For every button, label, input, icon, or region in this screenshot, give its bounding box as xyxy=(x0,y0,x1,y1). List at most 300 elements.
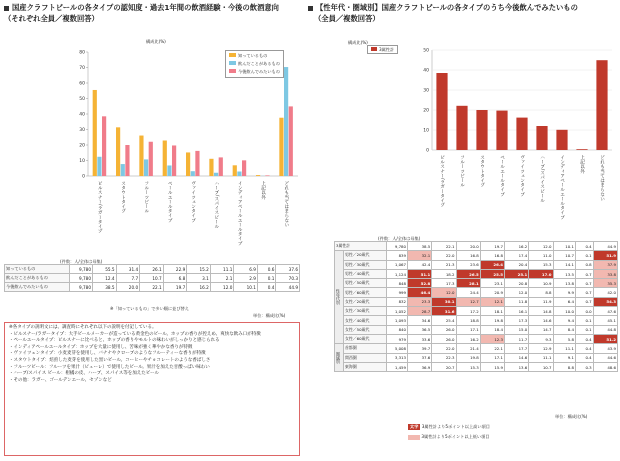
table-cell: 13.5 xyxy=(553,269,575,278)
table-cell: 0.7 xyxy=(575,269,593,278)
table-cell: 17.2 xyxy=(456,307,480,316)
table-cell: 26.1 xyxy=(140,265,164,274)
bar xyxy=(516,118,527,150)
legend-low-note: 3属性計より5ポイント以上低い項目 xyxy=(408,434,490,440)
row-label: 女性／50歳代 xyxy=(344,325,387,334)
row-count: 1,093 xyxy=(387,316,408,325)
table-cell: 38.5 xyxy=(93,283,117,292)
table-cell: 0.1 xyxy=(575,316,593,325)
table-cell: 20.8 xyxy=(505,279,529,288)
table-cell: 2.1 xyxy=(210,274,234,283)
row-label: 女性／20歳代 xyxy=(344,297,387,306)
table-row xyxy=(335,362,618,371)
row-count: 9,780 xyxy=(70,265,93,274)
y-tick-label: 20 xyxy=(423,108,429,114)
bar xyxy=(93,90,97,176)
right-title: 【性年代・圏域別】国産クラフトビールの各タイプのうち今後飲んでみたいもの xyxy=(308,3,578,13)
row-label: 関西圏 xyxy=(344,353,387,362)
table-cell: 7.7 xyxy=(116,274,140,283)
table-cell: 0.3 xyxy=(575,362,593,371)
bar xyxy=(279,118,283,176)
y-tick-label: 10 xyxy=(79,159,85,164)
table-cell: 30.1 xyxy=(432,297,456,306)
bar xyxy=(163,141,167,176)
table-cell: 0.1 xyxy=(257,274,275,283)
table-cell: 9.4 xyxy=(553,316,575,325)
group-label-gender-age: 性年代別 xyxy=(335,251,344,344)
table-cell: 20.0 xyxy=(456,242,480,251)
left-sort-note: ※「知っているもの」で多い順に並び替え xyxy=(110,306,189,311)
category-label: ペールエールタイプ xyxy=(499,155,505,197)
table-cell: 33.6 xyxy=(408,334,432,343)
table-cell: 12.0 xyxy=(529,242,553,251)
bar xyxy=(536,126,547,150)
right-panel xyxy=(308,0,620,461)
table-cell: 10.9 xyxy=(529,279,553,288)
table-cell: 17.1 xyxy=(480,353,504,362)
bar xyxy=(125,145,129,176)
left-unit-bottom: 単位：構成比(%) xyxy=(253,313,286,318)
table-cell: 10.7 xyxy=(553,251,575,260)
table-cell: 17.4 xyxy=(505,251,529,260)
bar xyxy=(476,110,487,150)
bar xyxy=(265,175,269,176)
table-cell: 9.3 xyxy=(529,334,553,343)
table-cell: 16.2 xyxy=(505,242,529,251)
description-line: ・ピルスナー/ラガータイプ：大手ビールメーカーが造っている黄金色のビール。ホップの香りが控えめ、爽快な飲み口が特徴 xyxy=(9,331,261,337)
bar xyxy=(191,171,195,176)
bar xyxy=(209,159,213,176)
category-label: スタウトタイプ xyxy=(479,155,485,188)
row-label: 首都圏 xyxy=(344,344,387,353)
table-cell: 37.6 xyxy=(276,265,300,274)
description-line: ・フルーツビール：フルーツを果汁（ピューレ）で使用したビール。果汁を加えた甘酸っぱい味わい xyxy=(9,364,210,370)
bar xyxy=(256,175,260,176)
group-label-region: 圏域別 xyxy=(335,344,344,372)
table-cell: 12.1 xyxy=(480,297,504,306)
table-row xyxy=(335,288,618,297)
row-label: 男性／50歳代 xyxy=(344,279,387,288)
category-label: フルーツビール xyxy=(143,181,149,214)
table-cell: 0.8 xyxy=(575,260,593,269)
category-label: ピルスナー/ラガータイプ xyxy=(97,181,103,234)
table-cell: 9.1 xyxy=(553,353,575,362)
table-cell: 12.0 xyxy=(210,283,234,292)
table-cell: 37.6 xyxy=(408,353,432,362)
table-cell: 16.8 xyxy=(480,251,504,260)
bar xyxy=(289,106,293,176)
table-cell: 31.6 xyxy=(432,307,456,316)
square-bullet-icon xyxy=(308,6,313,11)
table-cell: 11.8 xyxy=(505,297,529,306)
row-label: 飲んだことがあるもの xyxy=(5,274,70,283)
table-cell: 18.2 xyxy=(432,269,456,278)
table-cell: 0.0 xyxy=(575,307,593,316)
table-cell: 22.1 xyxy=(480,344,504,353)
table-cell: 22.3 xyxy=(432,353,456,362)
category-label: どれも当てはまらない xyxy=(599,155,605,201)
table-cell: 11.1 xyxy=(529,353,553,362)
bar xyxy=(576,149,587,150)
table-cell: 19.7 xyxy=(480,242,504,251)
table-cell: 0.4 xyxy=(257,283,275,292)
table-cell: 51.9 xyxy=(593,251,617,260)
bar xyxy=(97,157,101,176)
left-respondents-label: (件数：人/全体は母集) xyxy=(60,259,103,264)
high-swatch: 太字 xyxy=(410,424,419,429)
table-cell: 25.1 xyxy=(505,269,529,278)
table-cell: 17.3 xyxy=(505,316,529,325)
table-cell: 44.9 xyxy=(276,283,300,292)
bar xyxy=(195,151,199,176)
category-label: ピルスナー/ラガータイプ xyxy=(439,155,445,208)
bar xyxy=(149,142,153,176)
table-cell: 13.6 xyxy=(505,362,529,371)
row-label: 男性／20歳代 xyxy=(344,251,387,260)
table-cell: 26.0 xyxy=(432,334,456,343)
table-cell: 24.4 xyxy=(456,288,480,297)
row-count: 1,124 xyxy=(387,269,408,278)
table-cell: 14.6 xyxy=(529,316,553,325)
table-cell: 51.1 xyxy=(408,269,432,278)
table-cell: 15.3 xyxy=(456,362,480,371)
category-label: どれも当てはまらない xyxy=(283,181,289,227)
right-bar-chart xyxy=(308,40,620,240)
table-row xyxy=(335,297,618,306)
type-description-box xyxy=(4,322,300,456)
table-cell: 0.1 xyxy=(575,251,593,260)
bar xyxy=(242,160,246,176)
table-cell: 0.4 xyxy=(575,334,593,343)
table-cell: 10.1 xyxy=(553,242,575,251)
table-cell: 22.0 xyxy=(432,344,456,353)
row-count: 1,459 xyxy=(387,362,408,371)
category-label: スタウトタイプ xyxy=(120,181,126,214)
table-cell: 44.6 xyxy=(593,353,617,362)
table-cell: 54.3 xyxy=(593,297,617,306)
bar xyxy=(167,165,171,176)
bar xyxy=(556,130,567,150)
table-row xyxy=(335,307,618,316)
row-label: 東海圏 xyxy=(344,362,387,371)
category-label: ヴァイツェンタイプ xyxy=(519,155,525,197)
bar xyxy=(436,73,447,150)
table-cell: 16.2 xyxy=(187,283,211,292)
table-cell: 22.0 xyxy=(432,251,456,260)
table-cell: 17.1 xyxy=(456,325,480,334)
table-row xyxy=(335,269,618,278)
table-cell: 18.1 xyxy=(480,307,504,316)
table-cell: 8.4 xyxy=(553,325,575,334)
table-cell: 6.8 xyxy=(163,274,187,283)
table-cell: 10.7 xyxy=(140,274,164,283)
table-cell: 16.1 xyxy=(505,307,529,316)
table-cell: 3.1 xyxy=(187,274,211,283)
left-subtitle: （それぞれ全員／複数回答） xyxy=(4,14,99,23)
table-cell: 15.2 xyxy=(187,265,211,274)
bar xyxy=(172,145,176,176)
table-row xyxy=(5,274,300,283)
table-cell: 14.8 xyxy=(529,307,553,316)
table-cell: 52.8 xyxy=(408,279,432,288)
table-cell: 6.9 xyxy=(234,265,258,274)
bar xyxy=(496,111,507,150)
table-cell: 31.4 xyxy=(116,265,140,274)
legend-item: 飲んだことがあるもの xyxy=(229,60,280,68)
table-cell: 0.4 xyxy=(575,242,593,251)
left-bar-chart xyxy=(0,44,306,294)
y-tick-label: 10 xyxy=(423,128,429,134)
description-line: ・ヴァイツェンタイプ：小麦麦芽を使用し、バナナやクローブのようなフルーティーな香りが特徴 xyxy=(9,351,206,357)
table-cell: 33.8 xyxy=(593,269,617,278)
y-tick-label: 40 xyxy=(79,112,85,118)
table-cell: 37.9 xyxy=(593,260,617,269)
table-cell: 17.0 xyxy=(529,269,553,278)
table-cell: 38.5 xyxy=(408,242,432,251)
bar xyxy=(102,116,106,176)
bar xyxy=(219,157,223,176)
category-label: ヴァイツェンタイプ xyxy=(190,181,196,223)
left-title: 国産クラフトビールの各タイプの認知度・過去1年間の飲酒経験・今後の飲酒意向 xyxy=(4,3,279,13)
table-cell: 28.7 xyxy=(408,307,432,316)
y-tick-label: 0 xyxy=(82,174,85,180)
table-cell: 23.1 xyxy=(480,279,504,288)
table-cell: 25.4 xyxy=(432,316,456,325)
table-cell: 17.7 xyxy=(505,344,529,353)
bar xyxy=(214,173,218,176)
table-cell: 44.8 xyxy=(593,325,617,334)
left-unit-label: 構成比(%) xyxy=(146,39,166,44)
category-label: インディアペールエールタイプ xyxy=(559,155,565,220)
table-cell: 5.8 xyxy=(553,334,575,343)
table-cell: 10.1 xyxy=(234,283,258,292)
table-row xyxy=(5,283,300,292)
table-cell: 21.3 xyxy=(432,260,456,269)
row-count: 9,780 xyxy=(387,242,408,251)
table-cell: 35.3 xyxy=(593,279,617,288)
table-cell: 44.9 xyxy=(593,242,617,251)
y-tick-label: 20 xyxy=(79,143,85,149)
table-cell: 14.6 xyxy=(505,353,529,362)
bar xyxy=(237,172,241,176)
table-cell: 19.8 xyxy=(456,353,480,362)
table-cell: 0.7 xyxy=(575,279,593,288)
table-cell: 22.9 xyxy=(163,265,187,274)
bar xyxy=(121,164,125,176)
row-label: 3属性計 xyxy=(335,242,387,251)
y-tick-label: 40 xyxy=(423,68,429,74)
row-count: 999 xyxy=(387,288,408,297)
table-cell: 15.3 xyxy=(529,260,553,269)
row-label: 男性／60歳代 xyxy=(344,288,387,297)
row-count: 979 xyxy=(387,334,408,343)
table-cell: 19.8 xyxy=(480,316,504,325)
description-line: ・ペールエールタイプ：ピルスナーに比べると、ホップの香りやモルトの味わいがしっかりと感じられる xyxy=(9,338,220,344)
table-cell: 26.4 xyxy=(480,260,504,269)
category-label: ハーブ/スパイスビール xyxy=(539,155,545,203)
y-tick-label: 70 xyxy=(79,66,85,71)
row-count: 839 xyxy=(387,251,408,260)
table-cell: 20.0 xyxy=(116,283,140,292)
row-count: 9,780 xyxy=(70,274,93,283)
table-cell: 11.9 xyxy=(529,297,553,306)
table-cell: 12.4 xyxy=(93,274,117,283)
table-cell: 0.4 xyxy=(575,353,593,362)
table-cell: 42.4 xyxy=(408,260,432,269)
row-label: 男性／30歳代 xyxy=(344,260,387,269)
low-swatch xyxy=(408,435,420,440)
table-cell: 0.6 xyxy=(257,265,275,274)
category-label: フルーツビール xyxy=(459,155,465,188)
table-cell: 51.2 xyxy=(593,334,617,343)
row-count: 9,780 xyxy=(70,283,93,292)
row-count: 5,008 xyxy=(387,344,408,353)
table-cell: 21.4 xyxy=(456,344,480,353)
y-tick-label: 0 xyxy=(426,148,429,154)
table-cell: 18.4 xyxy=(480,325,504,334)
table-cell: 70.3 xyxy=(276,274,300,283)
table-cell: 16.2 xyxy=(456,334,480,343)
right-respondents-label: (件数：人/全体は母集) xyxy=(378,236,421,241)
table-cell: 12.0 xyxy=(505,288,529,297)
table-cell: 47.6 xyxy=(593,307,617,316)
table-row xyxy=(335,325,618,334)
table-row xyxy=(335,260,618,269)
bar xyxy=(456,106,467,150)
table-row xyxy=(335,279,618,288)
row-label: 今後飲んでみたいもの xyxy=(5,283,70,292)
y-tick-label: 50 xyxy=(79,97,85,102)
description-line: ・インディアペールエールタイプ：ホップを大量に使用し、苦味が強く華やかな香りが特徴 xyxy=(9,344,193,350)
table-cell: 10.7 xyxy=(529,362,553,371)
table-cell: 15.9 xyxy=(480,362,504,371)
legend-item: 知っているもの xyxy=(229,52,280,60)
table-cell: 14.7 xyxy=(529,325,553,334)
row-count: 832 xyxy=(387,297,408,306)
y-tick-label: 50 xyxy=(423,48,429,54)
table-row xyxy=(335,242,618,251)
row-count: 848 xyxy=(387,279,408,288)
description-line: ・その他：ラガー、ゴールデンエール、セゾンなど xyxy=(9,377,112,383)
bar xyxy=(233,165,237,176)
table-row xyxy=(335,344,618,353)
table-cell: 6.4 xyxy=(553,297,575,306)
row-count: 3,313 xyxy=(387,353,408,362)
table-cell: 26.0 xyxy=(432,325,456,334)
right-subtitle: （全員／複数回答） xyxy=(314,14,380,23)
y-tick-label: 30 xyxy=(423,88,429,94)
table-cell: 0.1 xyxy=(575,325,593,334)
row-label: 女性／30歳代 xyxy=(344,307,387,316)
y-tick-label: 30 xyxy=(79,128,85,133)
table-cell: 55.5 xyxy=(93,265,117,274)
table-cell: 32.1 xyxy=(408,251,432,260)
table-cell: 23.6 xyxy=(456,260,480,269)
bar xyxy=(284,67,288,176)
y-tick-label: 60 xyxy=(79,81,85,87)
table-cell: 39.7 xyxy=(408,344,432,353)
right-data-table xyxy=(334,241,618,372)
table-cell: 11.7 xyxy=(505,334,529,343)
table-cell: 8.8 xyxy=(553,362,575,371)
table-cell: 16.8 xyxy=(456,251,480,260)
table-cell: 48.6 xyxy=(593,362,617,371)
table-cell: 17.3 xyxy=(432,279,456,288)
table-cell: 15.0 xyxy=(505,325,529,334)
description-line: ※各タイプの説明文には、調査時にそれぞれ以下の説明を付記している。 xyxy=(9,325,157,330)
table-cell: 13.8 xyxy=(553,279,575,288)
table-row xyxy=(335,316,618,325)
row-count: 1,052 xyxy=(387,307,408,316)
row-label: 女性／40歳代 xyxy=(344,316,387,325)
table-cell: 11.0 xyxy=(529,251,553,260)
table-cell: 36.5 xyxy=(408,325,432,334)
legend-high-note: 太字 3属性計より5ポイント以上高い項目 xyxy=(410,424,490,429)
category-label: ペールエールタイプ xyxy=(167,181,173,223)
table-cell: 10.0 xyxy=(553,307,575,316)
table-cell: 18.8 xyxy=(456,316,480,325)
right-legend: 3属性計 xyxy=(367,45,398,54)
table-cell: 20.9 xyxy=(480,288,504,297)
table-cell: 12.3 xyxy=(480,334,504,343)
table-cell: 20.7 xyxy=(432,362,456,371)
table-row xyxy=(5,265,300,274)
table-cell: 12.7 xyxy=(456,297,480,306)
table-row xyxy=(335,251,618,260)
legend-item: 今後飲んでみたいもの xyxy=(229,68,280,76)
row-label: 知っているもの xyxy=(5,265,70,274)
table-cell: 34.6 xyxy=(408,316,432,325)
table-row xyxy=(335,334,618,343)
square-bullet-icon xyxy=(4,6,9,11)
table-cell: 20.4 xyxy=(505,260,529,269)
table-cell: 22.1 xyxy=(432,242,456,251)
table-cell: 11.1 xyxy=(210,265,234,274)
category-label: 上記以外 xyxy=(579,155,585,174)
bar xyxy=(186,152,190,176)
y-tick-label: 80 xyxy=(79,50,85,56)
table-cell: 25.5 xyxy=(480,269,504,278)
row-label: 女性／60歳代 xyxy=(344,334,387,343)
table-cell: 0.7 xyxy=(575,297,593,306)
bar xyxy=(116,127,120,176)
bar xyxy=(139,136,143,176)
table-cell: 22.1 xyxy=(140,283,164,292)
description-line: ・ハーブ/スパイス ビール：柑橘の皮、ハーブ、スパイス等を加えたビール xyxy=(9,371,160,377)
table-cell: 9.9 xyxy=(553,288,575,297)
table-cell: 12.9 xyxy=(529,344,553,353)
table-cell: 0.4 xyxy=(575,344,593,353)
table-cell: 46.4 xyxy=(408,288,432,297)
table-cell: 12.0 xyxy=(432,288,456,297)
table-cell: 8.8 xyxy=(529,288,553,297)
category-label: ハーブ/スパイスビール xyxy=(213,181,219,229)
description-line: ・スタウトタイプ：焙煎した麦芽を使用した黒いビール。コーヒーやチョコレートのような香ばしさ xyxy=(9,357,211,363)
left-panel xyxy=(0,0,306,461)
table-cell: 0.7 xyxy=(575,288,593,297)
left-data-table xyxy=(4,264,300,292)
right-unit-label: 構成比(%) xyxy=(348,40,368,45)
row-count: 840 xyxy=(387,325,408,334)
table-cell: 28.1 xyxy=(456,279,480,288)
table-cell: 14.1 xyxy=(553,260,575,269)
left-legend xyxy=(225,50,284,78)
table-cell: 26.5 xyxy=(456,269,480,278)
bar xyxy=(144,159,148,176)
category-label: 上記以外 xyxy=(260,181,266,200)
table-cell: 19.7 xyxy=(163,283,187,292)
right-unit-bottom: 単位：構成比(%) xyxy=(555,414,588,419)
